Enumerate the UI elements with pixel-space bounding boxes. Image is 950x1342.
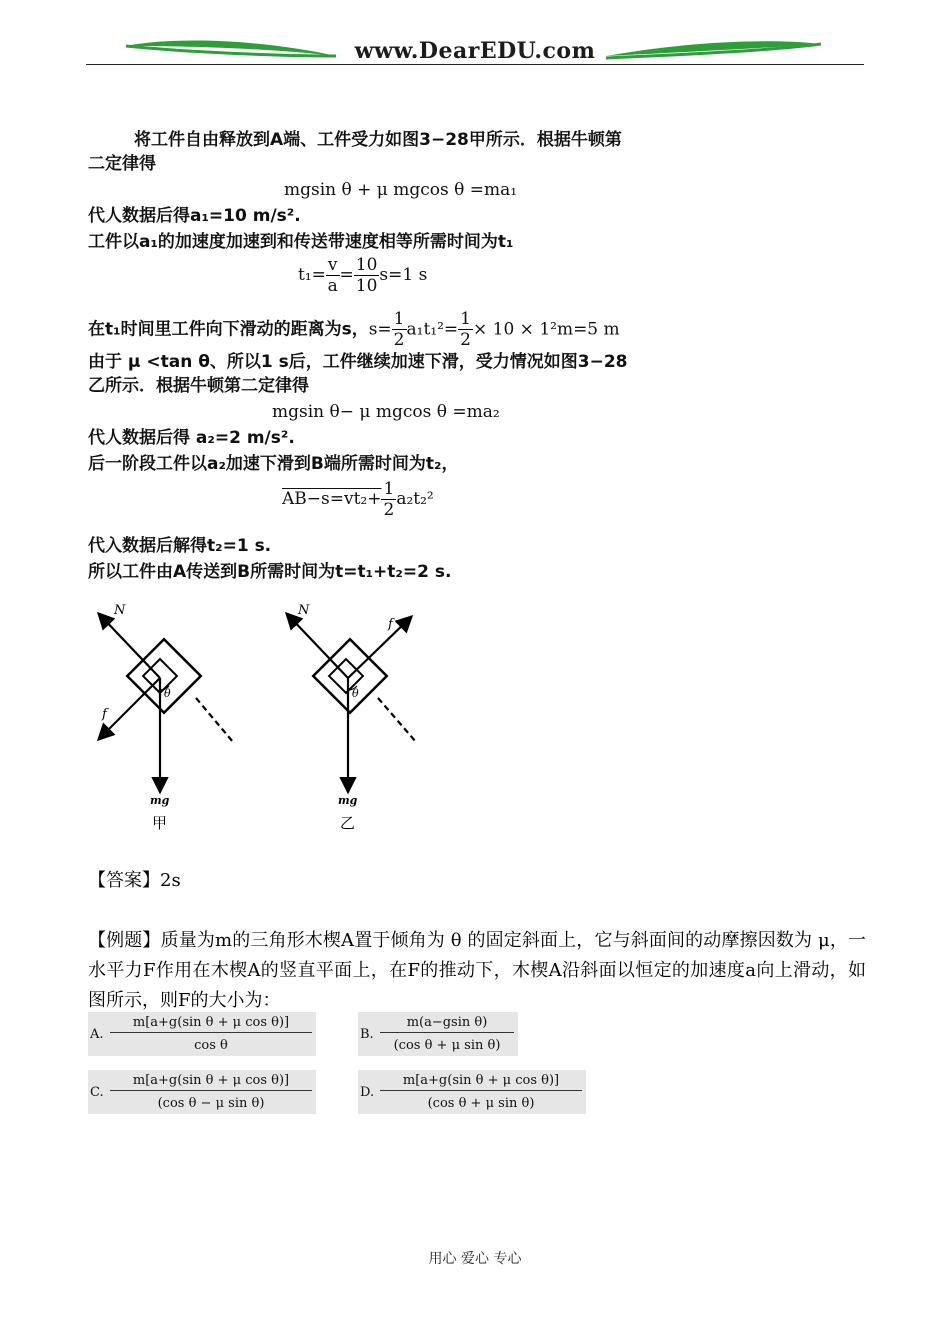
option-a[interactable] <box>88 1012 316 1056</box>
solution-line-2: 二定律得 <box>88 154 156 174</box>
header-rule <box>86 64 864 65</box>
slope-dashed-jia <box>196 698 233 742</box>
eq4-fraction <box>381 479 396 520</box>
solution-line-4: 工件以a₁的加速度加速到和传送带速度相等所需时间为t₁ <box>88 232 514 252</box>
answer-line: 【答案】2s <box>88 870 181 891</box>
solution-line-11: 所以工件由A传送到B所需时间为t=t₁+t₂=2 s. <box>88 562 452 582</box>
option-a-numerator: m[a+g(sin θ + μ cos θ)] <box>110 1015 312 1033</box>
diagram-yi <box>288 603 416 832</box>
eq4-lhs: AB−s=vt₂+ <box>282 489 382 509</box>
force-diagrams <box>88 600 448 840</box>
page-footer: 用心 爱心 专心 <box>428 1251 522 1267</box>
equation-2 <box>298 255 427 296</box>
label-mg-jia: mg <box>150 794 170 807</box>
line5-s: s= <box>368 319 392 340</box>
header-site-name: www.DearEDU.com <box>354 38 596 64</box>
option-a-denominator: cos θ <box>194 1038 228 1053</box>
line5-fraction-2 <box>458 309 473 350</box>
caption-yi: 乙 <box>340 814 356 832</box>
diagram-jia <box>100 603 233 832</box>
option-a-label: A. <box>90 1026 104 1042</box>
label-theta-yi: θ <box>352 687 359 700</box>
option-c-label: C. <box>90 1084 104 1100</box>
eq2-fraction-1 <box>326 255 340 296</box>
example-question: 【例题】质量为m的三角形木楔A置于倾角为 θ 的固定斜面上，它与斜面间的动摩擦因数为 μ，一水平力F作用在木楔A的竖直平面上，在F的推动下，木楔A沿斜面以恒定的加速度a向上滑动，如图所示，则F的大小为： <box>88 930 866 1011</box>
solution-line-6: 由于 μ <tan θ、所以1 s后，工件继续加速下滑，受力情况如图3−28 <box>88 352 628 372</box>
equation-3: mgsin θ− μ mgcos θ =ma₂ <box>272 402 500 422</box>
block-jia <box>127 639 201 713</box>
label-N-jia: N <box>114 603 126 618</box>
line5-fraction-1 <box>392 309 407 350</box>
option-d-denominator: (cos θ + μ sin θ) <box>427 1096 535 1111</box>
eq2-num-1: v <box>327 255 338 275</box>
solution-line-3: 代人数据后得a₁=10 m/s². <box>88 206 301 226</box>
eq2-mid: = <box>339 265 354 285</box>
line5-num-1: 1 <box>393 309 405 329</box>
option-b-numerator: m(a−gsin θ) <box>380 1015 514 1033</box>
line5-rhs: × 10 × 1²m=5 m <box>472 319 620 340</box>
option-d-label: D. <box>360 1084 375 1100</box>
caption-jia: 甲 <box>152 814 168 832</box>
eq2-num-2: 10 <box>355 255 378 275</box>
option-b-denominator: (cos θ + μ sin θ) <box>393 1038 501 1053</box>
eq2-rhs: s=1 s <box>379 265 428 285</box>
line5-den-2: 2 <box>460 330 471 350</box>
eq2-den-2: 10 <box>355 276 378 296</box>
solution-line-5 <box>88 309 620 350</box>
option-d-numerator: m[a+g(sin θ + μ cos θ)] <box>380 1073 582 1091</box>
equation-4 <box>282 479 434 520</box>
label-f-yi: f <box>388 617 393 632</box>
eq4-num: 1 <box>383 479 395 499</box>
line5-pre: 在t₁时间里工件向下滑动的距离为s， <box>88 319 369 340</box>
eq2-lhs: t₁= <box>298 265 326 285</box>
label-f-jia: f <box>102 707 107 722</box>
option-c-numerator: m[a+g(sin θ + μ cos θ)] <box>110 1073 312 1091</box>
eq4-rhs: a₂t₂² <box>396 489 434 509</box>
option-b-label: B. <box>360 1026 374 1042</box>
friction-arrow-jia <box>100 678 160 738</box>
normal-force-arrow-yi <box>288 615 348 678</box>
label-N-yi: N <box>298 603 310 618</box>
label-mg-yi: mg <box>338 794 358 807</box>
solution-line-7: 乙所示．根据牛顿第二定律得 <box>88 376 309 396</box>
option-c[interactable] <box>88 1070 316 1114</box>
eq4-den: 2 <box>383 500 395 520</box>
normal-force-arrow-jia <box>100 615 160 678</box>
eq2-den-1: a <box>327 276 338 296</box>
line5-den-1: 2 <box>393 330 405 350</box>
solution-line-1: 将工件自由释放到A端、工件受力如图3−28甲所示．根据牛顿第 <box>134 130 622 150</box>
eq2-fraction-2 <box>354 255 380 296</box>
option-d[interactable] <box>358 1070 586 1114</box>
solution-line-10: 代入数据后解得t₂=1 s. <box>88 536 272 556</box>
equation-1: mgsin θ + μ mgcos θ =ma₁ <box>284 180 518 200</box>
line5-num-2: 1 <box>460 309 471 329</box>
line5-mid: a₁t₁²= <box>406 319 459 340</box>
option-c-denominator: (cos θ − μ sin θ) <box>157 1096 265 1111</box>
option-b[interactable] <box>358 1012 518 1056</box>
slope-dashed-yi <box>378 698 416 742</box>
solution-line-8: 代人数据后得 a₂=2 m/s². <box>88 428 295 448</box>
label-theta-jia: θ <box>164 687 171 700</box>
solution-line-9: 后一阶段工件以a₂加速下滑到B端所需时间为t₂， <box>88 454 459 474</box>
